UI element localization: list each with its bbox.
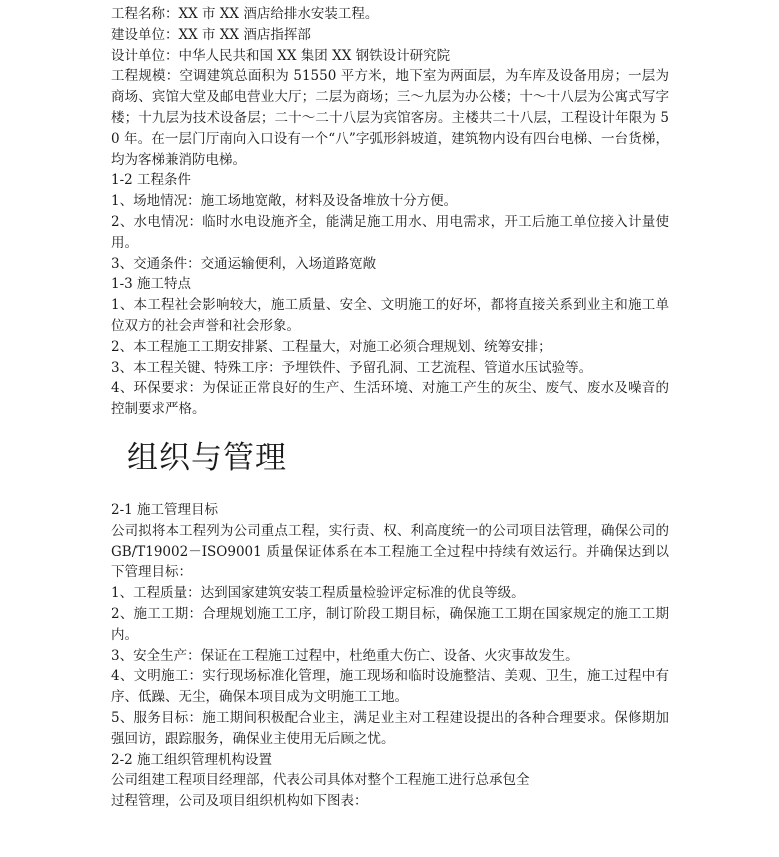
document-page <box>111 4 669 812</box>
section-2-1-intro: 公司拟将本工程列为公司重点工程，实行责、权、利高度统一的公司项目法管理，确保公司的 GB/T19002－ISO9001 质量保证体系在本工程施工全过程中持续有效运行。并确保达到以下管理目标： <box>111 522 669 581</box>
section-1-2-title: 1-2 工程条件 <box>111 172 192 189</box>
section-2-2-line: 公司组建工程项目经理部，代表公司具体对整个工程施工进行总承包全 <box>111 772 530 789</box>
project-name: 工程名称：XX 市 XX 酒店给排水安装工程。 <box>111 6 379 22</box>
section-1-2-item: 1、场地情况：施工场地宽敞，材料及设备堆放十分方便。 <box>111 193 458 210</box>
chapter-heading: 组织与管理 <box>127 439 287 476</box>
section-1-3-item: 1、本工程社会影响较大，施工质量、安全、文明施工的好坏，都将直接关系到业主和施工单位双方的社会声誉和社会形象。 <box>111 297 669 334</box>
section-1-3-item: 4、环保要求：为保证正常良好的生产、生活环境、对施工产生的灰尘、废气、废水及噪音的控制要求严格。 <box>111 380 669 418</box>
section-2-1-title: 2-1 施工管理目标 <box>111 501 219 518</box>
section-1-2-item: 2、水电情况：临时水电设施齐全，能满足施工用水、用电需求，开工后施工单位接入计量使用。 <box>111 213 669 251</box>
section-1-3-item: 3、本工程关键、特殊工序：予埋铁件、予留孔洞、工艺流程、管道水压试验等。 <box>111 359 593 376</box>
design-unit: 设计单位：中华人民共和国 XX 集团 XX 钢铁设计研究院 <box>111 47 451 64</box>
section-2-1-item: 5、服务目标：施工期间积极配合业主，满足业主对工程建设提出的各种合理要求。保修期加强回访，跟踪服务，确保业主使用无后顾之忧。 <box>111 709 669 747</box>
section-2-1-item: 3、安全生产：保证在工程施工过程中，杜绝重大伤亡、设备、火灾事故发生。 <box>111 647 579 664</box>
section-1-3-title: 1-3 施工特点 <box>111 276 192 293</box>
construction-unit: 建设单位：XX 市 XX 酒店指挥部 <box>111 26 311 43</box>
section-2-1-item: 4、文明施工：实行现场标准化管理，施工现场和临时设施整洁、美观、卫生，施工过程中有序、低躁、无尘，确保本项目成为文明施工工地。 <box>111 668 669 706</box>
section-1-2-item: 3、交通条件：交通运输便利，入场道路宽敞 <box>111 255 377 272</box>
section-2-1-item: 1、工程质量：达到国家建筑安装工程质量检验评定标准的优良等级。 <box>111 585 525 602</box>
project-scale: 工程规模：空调建筑总面积为 51550 平方米，地下室为两面层，为车库及设备用房；一层为商场、宾馆大堂及邮电营业大厅；二层为商场；三～九层为办公楼；十～十八层为公寓式写字楼；十九层为技术设备层；二十～二十八层为宾馆客房。主楼共二十八层，工程设计年限为 50 年。在一层门厅南向入口设有一个“八”字弧形斜坡道，建筑物内设有四台电梯、一台货梯，均为客梯兼消防电梯。 <box>111 68 669 168</box>
section-2-2-title: 2-2 施工组织管理机构设置 <box>111 751 273 768</box>
section-1-3-item: 2、本工程施工工期安排紧、工程量大，对施工必须合理规划、统筹安排； <box>111 338 552 355</box>
section-2-2-line: 过程管理，公司及项目组织机构如下图表： <box>111 793 368 810</box>
section-2-1-item: 2、施工工期：合理规划施工工序，制订阶段工期目标，确保施工工期在国家规定的施工工期内。 <box>111 605 669 643</box>
